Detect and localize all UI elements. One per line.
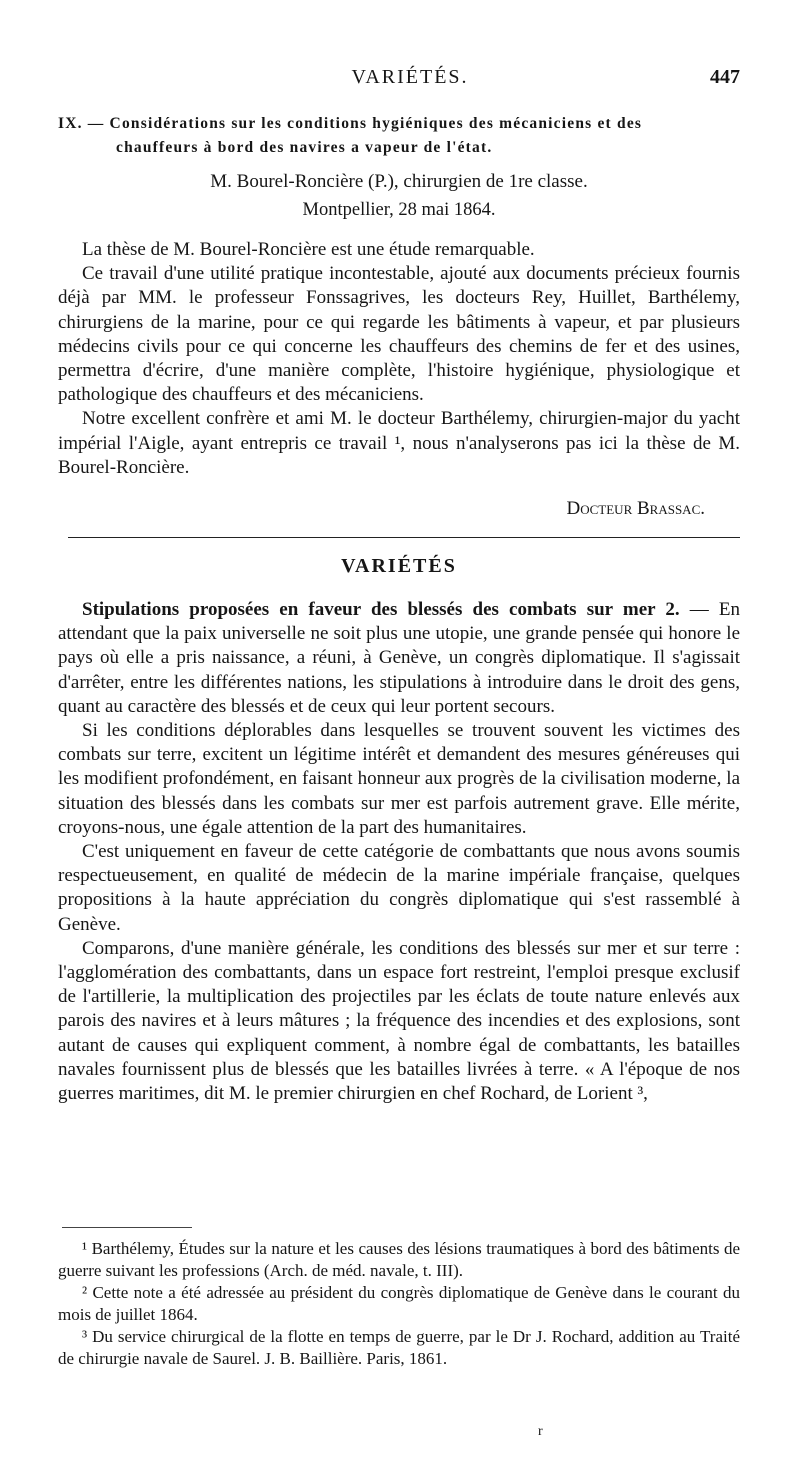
page-number: 447 [710,66,740,88]
running-head-title: VARIÉTÉS. [351,66,469,88]
section-paragraph-3: Notre excellent confrère et ami M. le docteur Barthélemy, chirurgien-major du yacht impérial l'Aigle, ayant entrepris ce travail ¹, nous n'analyserons pas ici la thèse de M. Bourel-Roncière. [58,408,740,478]
section-heading-line-1: IX. — Considérations sur les conditions hygiéniques des mécaniciens et des [58,115,643,132]
section-paragraph-1: La thèse de M. Bourel-Roncière est une étude remarquable. [82,239,535,260]
section-body [58,238,740,480]
place-date-line: Montpellier, 28 mai 1864. [302,200,496,220]
varietes-paragraph-1 [58,598,740,719]
varietes-paragraph-2: Si les conditions déplorables dans lesquelles se trouvent souvent les victimes des combats sur terre, excitent un légitime intérêt et demandent des mesures généreuses qui les modifient profondément, en faisant honneur aux progrès de la civilisation moderne, la situation des blessés dans les combats sur mer est parfois autrement grave. Elle mérite, croyons-nous, une égale attention de la part des humanitaires. [58,720,740,838]
varietes-body [58,598,740,1106]
varietes-paragraph-3: C'est uniquement en faveur de cette catégorie de combattants que nous avons soumis respectueusement, en qualité de médecin de la marine impériale française, quelques propositions à la haute appréciation du congrès diplomatique qui s'est rassemblé à Genève. [58,841,740,935]
author-line: M. Bourel-Roncière (P.), chirurgien de 1re classe. [210,171,588,192]
section-heading [58,112,740,160]
lead-text: — En attendant que la paix universelle ne soit plus une utopie, une grande pensée qui honore le pays où elle a pris naissance, a réuni, à Genève, un congrès diplomatique. Il s'agissait d'arrêter, entre les différentes nations, les stipulations à introduire dans le droit des gens, quant au caractère des blessés et de ceux qui leur portent secours. [58,599,740,717]
varietes-paragraph-4: Comparons, d'une manière générale, les conditions des blessés sur mer et sur terre : l'agglomération des combattants, dans un espace fort restreint, l'emploi presque exclusif de l'artillerie, la multiplication des projectiles par les éclats de toute nature enlevés aux parois des navires et à leurs mâtures ; la fréquence des incendies et des explosions, sont autant de causes qui expliquent comment, à nombre égal de combattants, les batailles navales fournissent plus de blessés que les batailles livrées à terre. « A l'époque de nos guerres maritimes, dit M. le premier chirurgien en chef Rochard, de Lorient ³, [58,937,740,1105]
footnote-2: ² Cette note a été adressée au président du congrès diplomatique de Genève dans le courant du mois de juillet 1864. [58,1283,740,1324]
footnote-rule [62,1227,192,1228]
running-head [80,66,740,96]
footnote-1: ¹ Barthélemy, Études sur la nature et les causes des lésions traumatiques à bord des bâtiments de guerre suivant les professions (Arch. de méd. navale, t. III). [58,1239,740,1280]
section-heading-line-2: chauffeurs à bord des navires a vapeur de l'état. [116,139,493,156]
varietes-heading: VARIÉTÉS [341,555,457,577]
lead-heading: Stipulations proposées en faveur des blessés des combats sur mer 2. [82,599,680,620]
stray-mark: r [538,1424,543,1439]
section-divider [68,537,740,538]
signature: Docteur Brassac. [566,498,705,519]
section-paragraph-2: Ce travail d'une utilité pratique incontestable, ajouté aux documents précieux fournis déjà par MM. le professeur Fonssagrives, les docteurs Rey, Huillet, Barthélemy, chirurgiens de la marine, pour ce qui regarde les bâtiments à vapeur, et par plusieurs médecins civils pour ce qui concerne les chauffeurs des chemins de fer et des usines, permettra d'écrire, d'une manière complète, l'histoire hygiénique, physiologique et pathologique des chauffeurs et des mécaniciens. [58,263,740,406]
footnote-3: ³ Du service chirurgical de la flotte en temps de guerre, par le Dr J. Rochard, addition au Traité de chirurgie navale de Saurel. J. B. Baillière. Paris, 1861. [58,1327,740,1368]
footnotes [58,1238,740,1370]
